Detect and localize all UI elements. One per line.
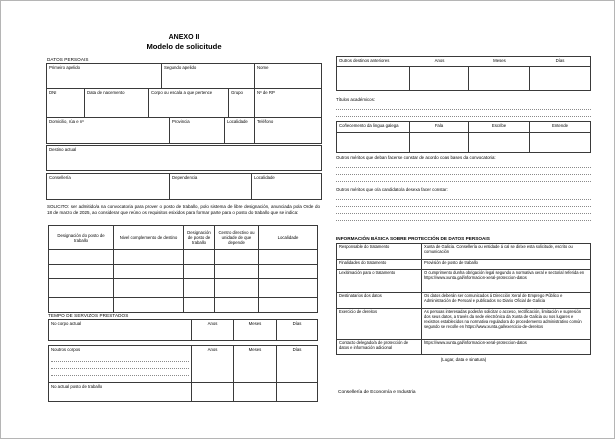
- proteccion-row-value: Xunta de Galicia. Consellería ou entidade á cal se dirixe esta solicitude, escrito ou comunicación: [424, 244, 573, 254]
- empty-cell: [337, 133, 410, 152]
- empty-cell: [114, 279, 184, 297]
- field-label: Corpo ou escala a que pertence: [151, 90, 213, 95]
- field-label: Consellería: [49, 175, 71, 180]
- solicito-paragraph: SOLICITO: ser admitido/a na convocatoria para prover o posto de traballo, polo sistema de libre designación, anunciada pola Orde do 18 de marzo de 2025, ao considerar que reúno os requisitos esixidos para formar parte para o posto do traballo que se indica:: [47, 204, 320, 215]
- table-row: [49, 265, 317, 279]
- field-telefono: [255, 118, 321, 143]
- lugar-data-sinatura-note: (Lugar, data e sinatura): [440, 357, 487, 362]
- proteccion-row-value: As persoas interesadas poderán solicitar o acceso, rectificación, limitación e supresión dos seus datos, a través da sede electrónica da Xunta de Galicia ou nos lugares e rexistros establecidos na normativa reguladora do procedemento administrativo común segundo se recolle en https://www.xunta.gal/exercicio-de-dereitos: [424, 309, 582, 329]
- field-label: Domicilio, rúa e nº: [49, 119, 84, 124]
- empty-cell: [259, 279, 317, 297]
- tempo-corpo-actual-table: [48, 319, 318, 341]
- table-row: [337, 270, 590, 293]
- field-provincia: [170, 118, 225, 143]
- proteccion-row-label: Responsable do tratamento: [337, 244, 422, 259]
- col-outros-destinos: Outros destinos anteriores: [339, 58, 390, 63]
- empty-cell: [215, 279, 259, 297]
- table-row: [49, 346, 317, 383]
- field-n-rp: [255, 89, 321, 117]
- table-row: [337, 309, 590, 340]
- field-noutros-corpos: [49, 346, 192, 382]
- field-label: Provincia: [172, 119, 190, 124]
- field-label: No actual posto de traballo: [51, 384, 103, 389]
- dotted-line: [336, 168, 591, 175]
- empty-cell: [530, 133, 590, 152]
- dotted-line: [336, 214, 591, 221]
- field-label: Grupo: [231, 90, 243, 95]
- form-title: ANEXO II: [168, 34, 200, 41]
- table-row: [47, 64, 321, 89]
- col-escribe: Escribe: [469, 122, 530, 132]
- field-grupo: [229, 89, 255, 117]
- proteccion-row-value: Provisión de posto de traballo: [424, 260, 478, 265]
- table-row: [337, 244, 590, 260]
- table-header-row: [337, 122, 590, 133]
- empty-cell: [184, 279, 215, 297]
- col-designacion-posto: Designación do posto de traballo: [49, 226, 114, 249]
- dotted-line: [51, 369, 189, 376]
- empty-cell: [215, 265, 259, 278]
- field-label: Primeiro apelido: [49, 65, 81, 70]
- dotted-line: [336, 161, 591, 168]
- empty-cell: [259, 250, 317, 264]
- dotted-line: [51, 362, 189, 369]
- proteccion-datos-title: INFORMACIÓN BÁSICA SOBRE PROTECCIÓN DE DATOS PERSOAIS: [336, 236, 490, 241]
- col-anos: Anos: [434, 58, 445, 63]
- empty-cell: [114, 265, 184, 278]
- table-row: [337, 340, 590, 354]
- proteccion-row-label: Exercicio de dereitos: [337, 309, 422, 339]
- field-label: Noutros corpos: [51, 347, 81, 352]
- empty-cell: [215, 250, 259, 264]
- field-label: Teléfono: [257, 119, 274, 124]
- dotted-line: [336, 175, 591, 182]
- empty-cell: [259, 265, 317, 278]
- form-subtitle: Modelo de solicitude: [146, 42, 222, 51]
- empty-cell: [184, 250, 215, 264]
- titulos-label: Títulos académicos:: [336, 97, 376, 102]
- col-dias: Días: [292, 321, 302, 326]
- table-row: [47, 118, 321, 143]
- field-localidade: [225, 118, 255, 143]
- table-header-row: [337, 57, 590, 66]
- col-localidade: Localidade: [277, 235, 299, 240]
- col-dias: Días: [292, 347, 302, 352]
- empty-cell: [277, 383, 317, 401]
- field-label: Destino actual: [49, 147, 77, 152]
- field-corpo-escala: [149, 89, 229, 117]
- empty-cell: [469, 133, 530, 152]
- empty-cell: [114, 250, 184, 264]
- col-designacion-de-posto: Designación de posto de traballo: [184, 226, 215, 249]
- conselleria-box: [46, 173, 322, 200]
- field-label: No corpo actual: [51, 321, 82, 326]
- postos-table: [48, 225, 318, 313]
- empty-cell: [192, 383, 234, 401]
- col-lingua-label: Coñecemento da lingua galega: [337, 122, 410, 132]
- table-row: [337, 260, 590, 270]
- meritos-bases-label: Outros méritos que deban facerse constar de acordo coas bases da convocatoria:: [336, 155, 496, 160]
- table-row: [49, 298, 317, 312]
- field-nome: [255, 64, 321, 88]
- table-row: [47, 89, 321, 118]
- dotted-line: [51, 355, 189, 362]
- title-block: [46, 34, 322, 51]
- meritos-persoais-label: Outros méritos que o/a candidato/a desexa facer constar:: [336, 187, 448, 192]
- field-label: DNI: [49, 90, 57, 95]
- col-dias: Días: [555, 58, 565, 63]
- proteccion-row-value: O cumprimento dunha obrigación legal segundo a normativa xeral e sectorial referida en https://www.xunta.gal/informacion-xeral-proteccion-datos: [424, 270, 585, 280]
- datos-persoais-table: [46, 63, 322, 144]
- table-row: [49, 250, 317, 265]
- lingua-galega-table: [336, 121, 591, 153]
- empty-cell: [114, 298, 184, 312]
- proteccion-row-label: Lexitimación para o tratamento: [337, 270, 422, 292]
- table-row: [49, 320, 317, 340]
- destino-actual-box: [46, 145, 322, 171]
- meritos-bases-section: [336, 155, 591, 182]
- table-row: [47, 174, 321, 199]
- proteccion-row-label: Contacto delegado/a de protección de datos e información adicional: [337, 340, 422, 354]
- field-label: Data de nacemento: [87, 90, 125, 95]
- titulos-academicos-section: [336, 97, 591, 124]
- col-nivel-complemento: Nivel complemento de destino: [114, 226, 184, 249]
- field-label: Dependencia: [172, 175, 198, 180]
- empty-cell: [259, 298, 317, 312]
- empty-cell: [49, 279, 114, 297]
- field-data-nacemento: [85, 89, 149, 117]
- field-destino-actual: [47, 146, 321, 170]
- empty-cell: [184, 265, 215, 278]
- section-tempo-servizos: TEMPO DE SERVIZOS PRESTADOS: [48, 313, 129, 318]
- field-conselleria: [47, 174, 170, 199]
- table-header-row: [49, 226, 317, 250]
- empty-cell: [410, 133, 469, 152]
- empty-cell: [49, 250, 114, 264]
- tempo-outros-corpos-table: [48, 345, 318, 402]
- col-fala: Fala: [410, 122, 469, 132]
- conselleria-footer: Consellería de Economía e Industria: [338, 390, 416, 395]
- field-no-corpo-actual: [49, 320, 192, 340]
- col-meses: Meses: [493, 58, 506, 63]
- field-label: Segundo apelido: [164, 65, 197, 70]
- field-localidade-2: [252, 174, 321, 199]
- field-domicilio: [47, 118, 170, 143]
- field-label: Localidade: [254, 175, 275, 180]
- section-datos-persoais: DATOS PERSOAIS: [47, 57, 89, 62]
- table-row: [49, 383, 317, 401]
- proteccion-row-value: Os datos deberán ser comunicados á Dirección Xeral de Emprego Público e Administración de Persoal e publicados no Diario Oficial de Galicia: [424, 293, 563, 303]
- empty-cell: [234, 383, 277, 401]
- outros-destinos-table: [336, 56, 591, 91]
- field-segundo-apelido: [162, 64, 255, 88]
- empty-cell: [337, 67, 410, 90]
- table-row: [49, 279, 317, 298]
- field-label: Nº de RP: [257, 90, 275, 95]
- proteccion-datos-table: [336, 243, 591, 355]
- dotted-line: [336, 103, 591, 110]
- empty-cell: [184, 298, 215, 312]
- meritos-persoais-section: [336, 187, 591, 221]
- proteccion-row-label: Destinatarios dos datos: [337, 293, 422, 308]
- field-label: Localidade: [227, 119, 248, 124]
- field-dependencia: [170, 174, 252, 199]
- empty-cell: [530, 67, 590, 90]
- col-centro-directivo: Centro directivo ou unidade de que depende: [215, 226, 259, 249]
- empty-cell: [410, 67, 469, 90]
- field-no-actual-posto: [49, 383, 192, 401]
- col-entende: Entende: [551, 123, 568, 128]
- empty-cell: [215, 298, 259, 312]
- table-row: [337, 133, 590, 152]
- table-row: [337, 293, 590, 309]
- col-meses: Meses: [234, 346, 277, 382]
- empty-cell: [49, 265, 114, 278]
- field-dni: [47, 89, 85, 117]
- field-primeiro-apelido: [47, 64, 162, 88]
- col-anos: Anos: [192, 320, 234, 340]
- empty-cell: [49, 298, 114, 312]
- col-anos: Anos: [192, 346, 234, 382]
- dotted-line: [336, 110, 591, 117]
- table-row: [47, 146, 321, 170]
- proteccion-row-value: https://www.xunta.gal/informacion-xeral-proteccion-datos: [424, 340, 527, 345]
- col-meses: Meses: [234, 320, 277, 340]
- field-label: Nome: [257, 65, 269, 70]
- empty-cell: [469, 67, 530, 90]
- proteccion-row-label: Finalidades do tratamento: [337, 260, 422, 269]
- table-row: [337, 66, 590, 90]
- dotted-line: [336, 193, 591, 200]
- dotted-line: [336, 207, 591, 214]
- dotted-line: [336, 200, 591, 207]
